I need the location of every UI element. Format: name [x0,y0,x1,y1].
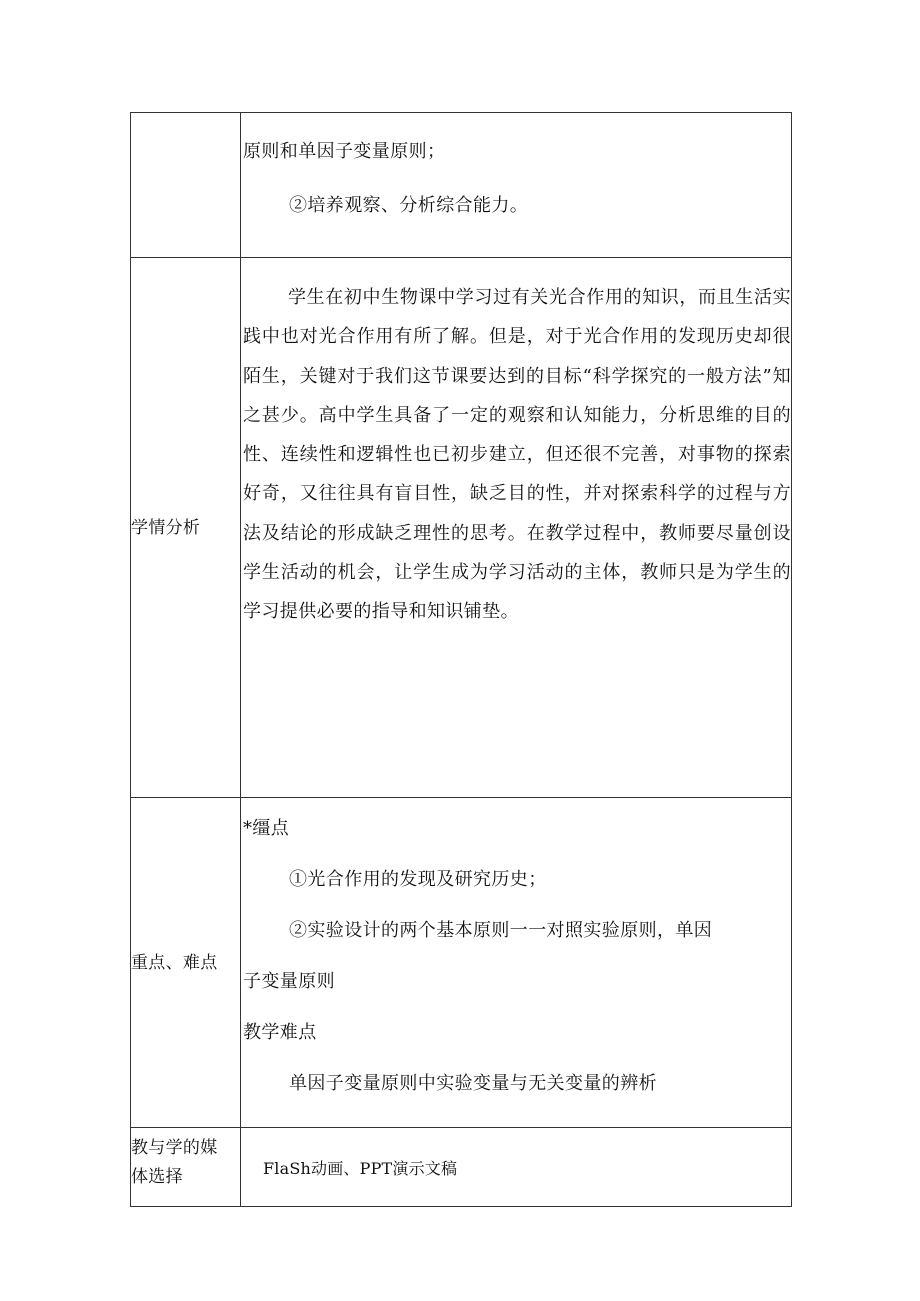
media-content: FlaSh动画、PPT演示文稿 [263,1158,458,1178]
media-label-line-1: 教与学的媒 [131,1138,218,1158]
key-points-heading: *缰点 [243,818,290,839]
table-row-key-points [131,798,792,1128]
key-points-cell [241,798,792,1128]
table-row-student-analysis [131,258,792,798]
difficulty-item: 单因子变量原则中实验变量与无关变量的辨析 [289,1073,657,1094]
key-point-item-1: ①光合作用的发现及研究历史； [289,869,547,890]
row-label-media [131,1128,241,1207]
student-analysis-cell [241,258,792,798]
key-point-item-2-line-1: ②实验设计的两个基本原则一一对照实验原则，单因 [289,920,713,941]
row-label-empty [131,113,241,258]
objective-line-1: 原则和单因子变量原则； [243,141,446,162]
table-row-media [131,1128,792,1207]
table-row-objectives-continued [131,113,792,258]
media-label-line-2: 体选择 [131,1167,183,1187]
student-analysis-paragraph: 学生在初中生物课中学习过有关光合作用的知识，而且生活实践中也对光合作用有所了解。但是，对于光合作用的发现历史却很陌生，关键对于我们这节课要达到的目标“科学探究的一般方法”知之甚少。高中学生具备了一定的观察和认知能力，分析思维的目的性、连续性和逻辑性也已初步建立，但还很不完善，对事物的探索好奇，又往往具有盲目性，缺乏目的性，并对探索科学的过程与方法及结论的形成缺乏理性的思考。在教学过程中，教师要尽量创设学生活动的机会，让学生成为学习活动的主体，教师只是为学生的学习提供必要的指导和知识铺垫。 [243,287,791,623]
objectives-continued-cell [241,113,792,258]
difficulty-heading: 教学难点 [243,1022,317,1043]
objective-line-2: ②培养观察、分析综合能力。 [289,195,529,216]
row-label-key-points: 重点、难点 [131,798,241,1128]
key-point-item-2-line-2: 子变量原则 [243,971,335,992]
media-content-cell [241,1128,792,1207]
lesson-plan-table [130,112,792,1207]
row-label-student-analysis: 学情分析 [131,258,241,798]
